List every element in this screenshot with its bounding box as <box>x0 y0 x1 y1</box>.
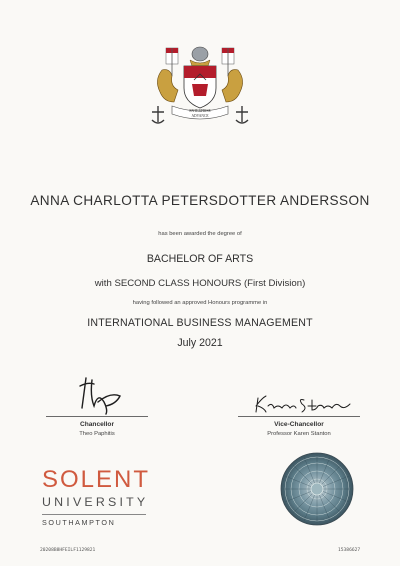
university-crest <box>148 40 252 128</box>
serial-number-left: 20208B8HFEILF1129821 <box>40 548 96 553</box>
serial-number-right: 15386627 <box>338 548 361 553</box>
vice-chancellor-role: Vice-Chancellor <box>274 421 324 428</box>
logo-city-text: SOUTHAMPTON <box>42 518 116 527</box>
followed-text: having followed an approved Honours programme in <box>132 300 268 306</box>
logo-sub-text: UNIVERSITY <box>42 495 149 509</box>
chancellor-role: Chancellor <box>79 421 115 428</box>
programme-name: INTERNATIONAL BUSINESS MANAGEMENT <box>87 317 313 329</box>
logo-main-text: SOLENT <box>42 466 151 493</box>
university-logo <box>42 468 154 527</box>
vice-chancellor-signature-line <box>238 416 360 417</box>
recipient-name: ANNA CHARLOTTA PETERSDOTTER ANDERSSON <box>30 193 370 208</box>
logo-divider <box>42 514 146 515</box>
award-date: July 2021 <box>177 337 223 349</box>
chancellor-signature <box>76 372 130 416</box>
crest-motto-line1: ENTERPRISE <box>189 109 211 113</box>
crest-motto-line2: ADVANCE <box>191 114 209 118</box>
chancellor-name: Theo Paphitis <box>79 431 115 437</box>
honours-classification: with SECOND CLASS HONOURS (First Division) <box>94 278 306 289</box>
chancellor-signature-line <box>46 416 148 417</box>
degree-title: BACHELOR OF ARTS <box>146 253 254 265</box>
vice-chancellor-name: Professor Karen Stanton <box>267 431 331 437</box>
hologram-seal <box>280 452 354 526</box>
vice-chancellor-signature <box>252 392 356 416</box>
awarded-text: has been awarded the degree of <box>158 231 242 237</box>
